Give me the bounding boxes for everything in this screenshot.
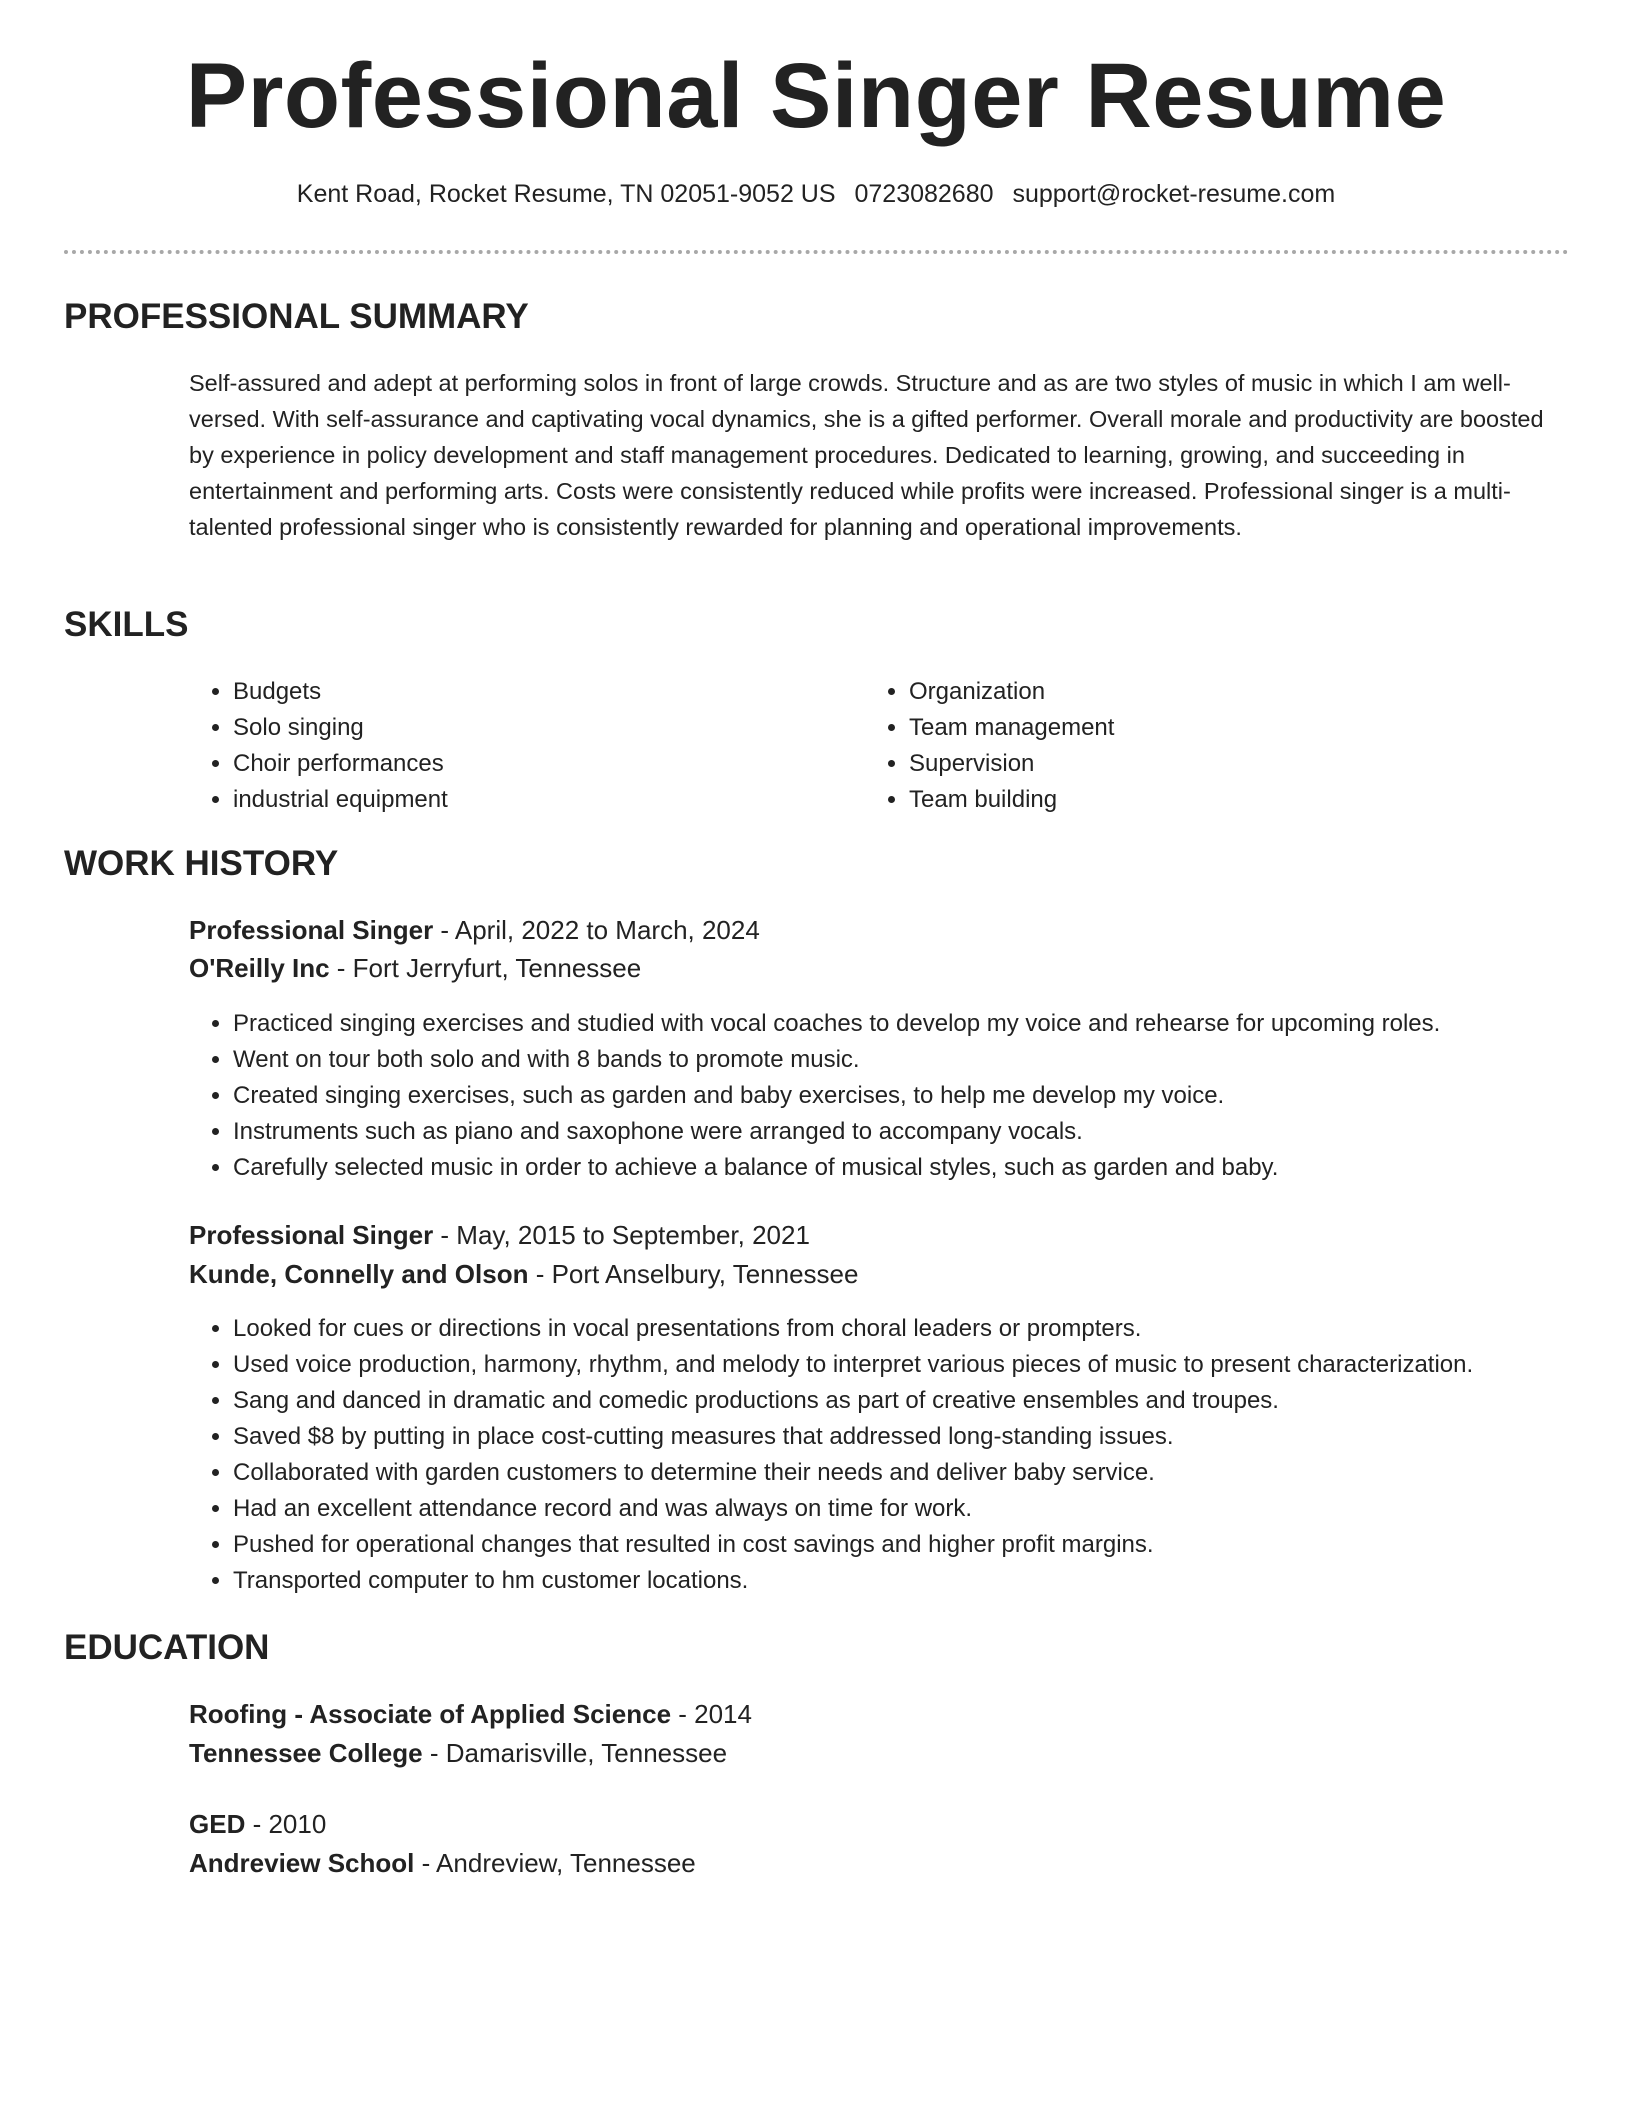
education-location: - Andreview, Tennessee bbox=[414, 1848, 696, 1878]
education-school: Tennessee College bbox=[189, 1738, 423, 1768]
contact-address: Kent Road, Rocket Resume, TN 02051-9052 US bbox=[296, 180, 836, 208]
education-year: - 2014 bbox=[671, 1699, 752, 1729]
job-bullet: • Went on tour both solo and with 8 bands to promote music. bbox=[233, 1042, 1613, 1078]
education-school-line bbox=[189, 1738, 727, 1769]
job-bullets bbox=[189, 1006, 1613, 1186]
job-bullet: • Sang and danced in dramatic and comedic productions as part of creative ensembles and troupes. bbox=[233, 1383, 1613, 1419]
job-company: O'Reilly Inc bbox=[189, 953, 330, 983]
skill-item: • Team management bbox=[909, 710, 1114, 746]
job-bullet: • Used voice production, harmony, rhythm, and melody to interpret various pieces of music to present characterization. bbox=[233, 1347, 1613, 1383]
summary-heading: PROFESSIONAL SUMMARY bbox=[64, 297, 529, 336]
skills-heading: SKILLS bbox=[64, 605, 189, 644]
job-location: - Fort Jerryfurt, Tennessee bbox=[329, 953, 642, 983]
skill-item: • industrial equipment bbox=[233, 782, 448, 818]
job-bullet: • Collaborated with garden customers to determine their needs and deliver baby service. bbox=[233, 1455, 1613, 1491]
skill-item: • Budgets bbox=[233, 674, 448, 710]
job-bullet: • Pushed for operational changes that resulted in cost savings and higher profit margins. bbox=[233, 1527, 1613, 1563]
skill-item: • Choir performances bbox=[233, 746, 448, 782]
skill-item: • Solo singing bbox=[233, 710, 448, 746]
work-heading: WORK HISTORY bbox=[64, 844, 339, 883]
job-title-line bbox=[189, 915, 760, 946]
contact-phone: 0723082680 bbox=[854, 180, 994, 208]
summary-text: Self-assured and adept at performing solos in front of large crowds. Structure and as are two styles of music in which I am well-versed. With self-assurance and captivating vocal dynamics, she is a gifted performer. Overall morale and productivity are boosted by experience in policy development and staff management procedures. Dedicated to learning, growing, and succeeding in entertainment and performing arts. Costs were consistently reduced while profits were increased. Professional singer is a multi-talented professional singer who is consistently rewarded for planning and operational improvements. bbox=[189, 370, 1544, 540]
education-degree: Roofing - Associate of Applied Science bbox=[189, 1699, 672, 1729]
job-dates: - April, 2022 to March, 2024 bbox=[433, 915, 760, 945]
job-title: Professional Singer bbox=[189, 1220, 434, 1250]
job-bullet: • Transported computer to hm customer locations. bbox=[233, 1563, 1613, 1599]
education-year: - 2010 bbox=[245, 1809, 327, 1839]
education-degree-line bbox=[189, 1809, 326, 1840]
education-heading: EDUCATION bbox=[64, 1628, 270, 1667]
job-company: Kunde, Connelly and Olson bbox=[189, 1259, 529, 1289]
job-bullet: • Carefully selected music in order to achieve a balance of musical styles, such as garden and baby. bbox=[233, 1150, 1613, 1186]
header-divider bbox=[64, 250, 1569, 254]
job-company-line bbox=[189, 953, 641, 984]
education-location: - Damarisville, Tennessee bbox=[422, 1738, 728, 1768]
job-location: - Port Anselbury, Tennessee bbox=[528, 1259, 859, 1289]
job-title-line bbox=[189, 1220, 810, 1251]
job-bullet: • Saved $8 by putting in place cost-cutting measures that addressed long-standing issues. bbox=[233, 1419, 1613, 1455]
job-bullet: • Instruments such as piano and saxophone were arranged to accompany vocals. bbox=[233, 1114, 1613, 1150]
skills-list-right bbox=[865, 674, 1114, 818]
job-company-line bbox=[189, 1259, 858, 1290]
job-bullet: • Created singing exercises, such as garden and baby exercises, to help me develop my voice. bbox=[233, 1078, 1613, 1114]
job-bullet: • Practiced singing exercises and studied with vocal coaches to develop my voice and rehearse for upcoming roles. bbox=[233, 1006, 1613, 1042]
education-degree-line bbox=[189, 1699, 752, 1730]
education-degree: GED bbox=[189, 1809, 246, 1839]
contact-line bbox=[0, 180, 1632, 209]
job-bullet: • Had an excellent attendance record and was always on time for work. bbox=[233, 1491, 1613, 1527]
skill-item: • Supervision bbox=[909, 746, 1114, 782]
job-bullet: • Looked for cues or directions in vocal presentations from choral leaders or prompters. bbox=[233, 1311, 1613, 1347]
education-school-line bbox=[189, 1848, 696, 1879]
job-title: Professional Singer bbox=[189, 915, 434, 945]
skills-list-left bbox=[189, 674, 448, 818]
job-dates: - May, 2015 to September, 2021 bbox=[433, 1220, 810, 1250]
resume-title: Professional Singer Resume bbox=[185, 45, 1447, 147]
skill-item: • Organization bbox=[909, 674, 1114, 710]
education-school: Andreview School bbox=[189, 1848, 415, 1878]
contact-email: support@rocket-resume.com bbox=[1012, 180, 1336, 208]
job-bullets bbox=[189, 1311, 1613, 1599]
skill-item: • Team building bbox=[909, 782, 1114, 818]
